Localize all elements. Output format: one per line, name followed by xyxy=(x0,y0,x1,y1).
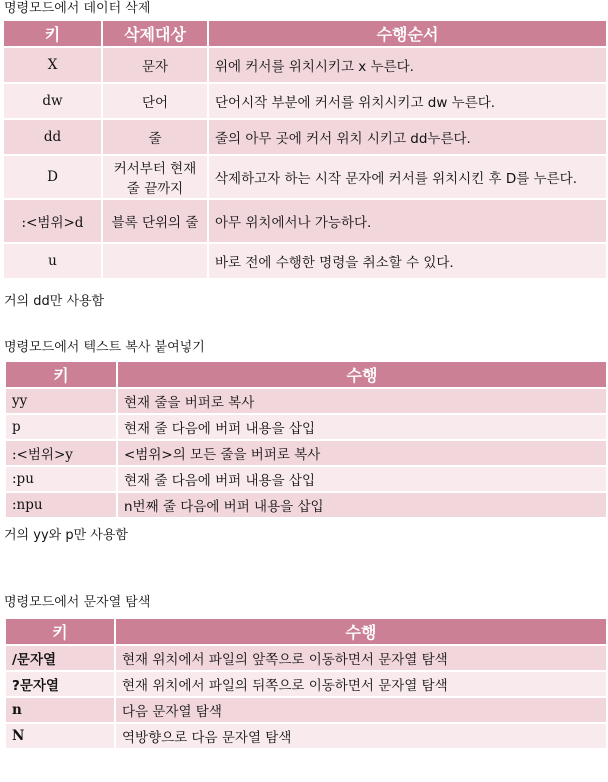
section-caption-delete: 명령모드에서 데이터 삭제 xyxy=(4,1,151,16)
section-caption-copy-paste: 명령모드에서 텍스트 복사 붙여넣기 xyxy=(4,340,205,355)
key-cell: yy xyxy=(6,389,116,413)
key-cell: D xyxy=(4,156,101,198)
table-row xyxy=(6,646,606,670)
target-cell: 블록 단위의 줄 xyxy=(103,200,207,242)
action-cell: 바로 전에 수행한 명령을 취소할 수 있다. xyxy=(209,244,606,278)
action-cell: 줄의 아무 곳에 커서 위치 시키고 dd누른다. xyxy=(209,120,606,154)
key-cell: :<범위>y xyxy=(6,441,116,465)
target-cell: 문자 xyxy=(103,48,207,82)
note-copy-paste: 거의 yy와 p만 사용함 xyxy=(4,528,128,543)
column-header-key: 키 xyxy=(6,362,116,387)
action-cell: 현재 위치에서 파일의 뒤쪽으로 이동하면서 문자열 탐색 xyxy=(116,672,606,696)
action-cell: <범위>의 모든 줄을 버퍼로 복사 xyxy=(118,441,606,465)
copy-paste-commands-table xyxy=(4,360,608,519)
table-row xyxy=(6,441,606,465)
table-row xyxy=(6,672,606,696)
table-row xyxy=(4,84,606,118)
key-cell: N xyxy=(6,724,114,748)
target-cell: 줄 xyxy=(103,120,207,154)
action-cell: 현재 위치에서 파일의 앞쪽으로 이동하면서 문자열 탐색 xyxy=(116,646,606,670)
action-cell: 다음 문자열 탐색 xyxy=(116,698,606,722)
action-cell: 삭제하고자 하는 시작 문자에 커서를 위치시킨 후 D를 누른다. xyxy=(209,156,606,198)
key-cell: dd xyxy=(4,120,101,154)
key-cell: u xyxy=(4,244,101,278)
column-header-action: 수행 xyxy=(116,619,606,644)
table-row xyxy=(6,698,606,722)
key-cell: /문자열 xyxy=(6,646,114,670)
key-cell: n xyxy=(6,698,114,722)
table-row xyxy=(4,244,606,278)
key-cell: :pu xyxy=(6,467,116,491)
action-cell: 위에 커서를 위치시키고 x 누른다. xyxy=(209,48,606,82)
column-header-key: 키 xyxy=(4,21,101,46)
table-row xyxy=(6,493,606,517)
action-cell: 현재 줄 다음에 버퍼 내용을 삽입 xyxy=(118,467,606,491)
delete-commands-table xyxy=(2,19,608,280)
key-cell: ?문자열 xyxy=(6,672,114,696)
table-row xyxy=(6,724,606,748)
column-header-target: 삭제대상 xyxy=(103,21,207,46)
section-caption-search: 명령모드에서 문자열 탐색 xyxy=(4,595,151,610)
key-cell: :<범위>d xyxy=(4,200,101,242)
table-row xyxy=(4,48,606,82)
table-row xyxy=(6,467,606,491)
action-cell: 현재 줄 다음에 버퍼 내용을 삽입 xyxy=(118,415,606,439)
table-row xyxy=(6,389,606,413)
table-row xyxy=(4,120,606,154)
action-cell: 아무 위치에서나 가능하다. xyxy=(209,200,606,242)
target-cell: 커서부터 현재 줄 끝까지 xyxy=(103,156,207,198)
action-cell: 역방향으로 다음 문자열 탐색 xyxy=(116,724,606,748)
table-row xyxy=(6,415,606,439)
target-cell: 단어 xyxy=(103,84,207,118)
table-row xyxy=(4,156,606,198)
key-cell: X xyxy=(4,48,101,82)
key-cell: dw xyxy=(4,84,101,118)
note-delete: 거의 dd만 사용함 xyxy=(4,294,105,309)
key-cell: :npu xyxy=(6,493,116,517)
column-header-procedure: 수행순서 xyxy=(209,21,606,46)
action-cell: n번째 줄 다음에 버퍼 내용을 삽입 xyxy=(118,493,606,517)
column-header-action: 수행 xyxy=(118,362,606,387)
action-cell: 현재 줄을 버퍼로 복사 xyxy=(118,389,606,413)
table-row xyxy=(4,200,606,242)
column-header-key: 키 xyxy=(6,619,114,644)
action-cell: 단어시작 부분에 커서를 위치시키고 dw 누른다. xyxy=(209,84,606,118)
search-commands-table xyxy=(4,617,608,750)
target-cell xyxy=(103,244,207,278)
key-cell: p xyxy=(6,415,116,439)
